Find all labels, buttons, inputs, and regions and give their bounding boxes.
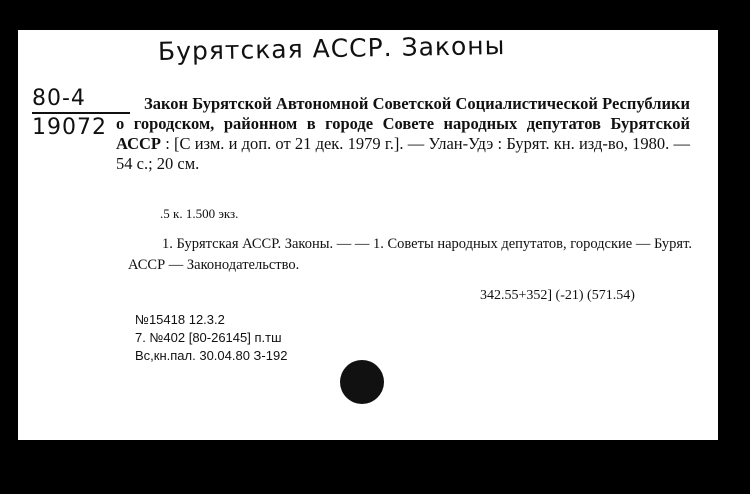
subject-heading: Бурятская АССР. Законы bbox=[157, 30, 506, 67]
call-number-top: 80-4 bbox=[32, 88, 130, 114]
price-and-print-run: .5 к. 1.500 экз. bbox=[160, 206, 239, 221]
accession-line-1: №15418 12.3.2 bbox=[135, 312, 225, 327]
catalog-card bbox=[18, 30, 718, 440]
title-bold: Закон Бурятской Автономной Советской Социалистической Республики о городском, районном в городе Совете народных депутатов Бурятской АССР bbox=[116, 94, 690, 153]
punch-hole bbox=[340, 360, 384, 404]
accession-line-2: 7. №402 [80-26145] п.тш bbox=[135, 330, 282, 345]
publication-details: : [С изм. и доп. от 21 дек. 1979 г.]. — Улан-Удэ : Бурят. кн. изд-во, 1980. — 54 с.; 20 см. bbox=[116, 134, 690, 173]
subject-tracing: 1. Бурятская АССР. Законы. — — 1. Советы народных депутатов, городские — Бурят. АССР — Законодательство. bbox=[128, 236, 692, 273]
classification-index: 342.55+352] (-21) (571.54) bbox=[480, 288, 635, 303]
accession-line-3: Вс,кн.пал. 30.04.80 З-192 bbox=[135, 348, 288, 363]
bibliographic-description bbox=[116, 94, 690, 174]
call-number-bottom: 19072 bbox=[32, 115, 107, 140]
